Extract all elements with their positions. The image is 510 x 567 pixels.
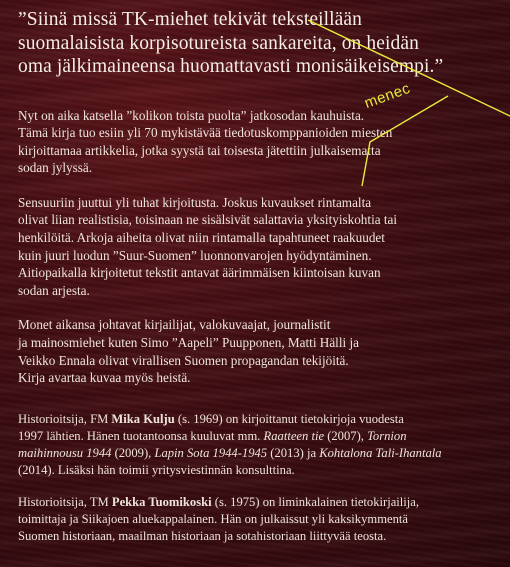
text-line: kuin juuri luodun ”Suur-Suomen” luonnonvarojen hyödyntäminen.	[18, 247, 372, 263]
pull-quote	[18, 8, 504, 79]
author-bio-kulju	[18, 411, 504, 479]
bio-text: (2009),	[111, 445, 155, 460]
bio-text: (2014). Lisäksi hän toimii yritysviestinnän konsulttina.	[18, 462, 295, 477]
author-name: Mika Kulju	[111, 411, 175, 426]
text-line: Veikko Ennala olivat virallisen Suomen propagandan tekijöitä.	[18, 352, 349, 368]
bio-text: (2007),	[324, 428, 368, 443]
text-line: henkilöitä. Arkoja aiheita olivat niin rintamalla tapahtuneet raakuudet	[18, 230, 385, 246]
bio-text: 1997 lähtien. Hänen tuotantoonsa kuuluvat mm.	[18, 428, 264, 443]
text-line: Sensuuriin juuttui yli tuhat kirjoitusta. Joskus kuvaukset rintamalta	[18, 194, 372, 210]
back-cover	[18, 8, 504, 545]
quote-line-3: oma jälkimaineensa huomattavasti monisäikeisempi.”	[18, 56, 444, 77]
quote-line-1: ”Siinä missä TK-miehet tekivät teksteillään	[18, 9, 363, 30]
author-bio-tuomikoski	[18, 494, 504, 545]
book-title: maihinnousu 1944	[18, 445, 112, 460]
bio-text: (s. 1969) on kirjoittanut tietokirjoja vuodesta	[174, 411, 404, 426]
book-title: Raatteen tie	[263, 428, 325, 443]
text-line: Aitiopaikalla kirjoitetut tekstit antavat äärimmäisen kiintoisan kuvan	[18, 265, 381, 281]
author-name: Pekka Tuomikoski	[111, 494, 212, 509]
text-line: Tämä kirja tuo esiin yli 70 mykistävää tiedotuskomppanioiden miesten	[18, 125, 393, 141]
text-line: sodan jylyssä.	[18, 160, 92, 176]
bio-text: (s. 1975) on liminkalainen tietokirjailija,	[211, 494, 420, 509]
annotation-label: menec	[362, 79, 413, 112]
text-line: Monet aikansa johtavat kirjailijat, valokuvaajat, journalistit	[18, 317, 331, 333]
bio-text: Historioitsija, FM	[18, 411, 112, 426]
bio-text: toimittaja ja Siikajoen aluekappalainen. Hän on julkaissut yli kaksikymmentä	[18, 511, 408, 526]
book-title: Tornion	[367, 428, 407, 443]
text-line: sodan arjesta.	[18, 282, 90, 298]
text-line: olivat liian realistisia, toisinaan ne sisälsivät salattavia yksityiskohtia tai	[18, 212, 398, 228]
bio-text: (2013) ja	[267, 445, 320, 460]
text-line: kirjoittamaa artikkelia, jotka syystä tai toisesta jätettiin julkaisematta	[18, 142, 381, 158]
text-line: ja mainosmiehet kuten Simo ”Aapeli” Puupponen, Matti Hälli ja	[18, 335, 359, 351]
paragraph-authors	[18, 316, 504, 386]
paragraph-censorship	[18, 194, 504, 300]
book-title: Kohtalona Tali-Ihantala	[319, 445, 442, 460]
text-line: Kirja avartaa kuvaa myös heistä.	[18, 370, 191, 386]
bio-text: Suomen historiaan, maailman historiaan ja sotahistoriaan liittyvää teosta.	[18, 528, 387, 543]
text-line: Nyt on aika katsella ”kolikon toista puolta” jatkosodan kauhuista.	[18, 107, 365, 123]
paragraph-intro	[18, 107, 504, 177]
quote-line-2: suomalaisista korpisotureista sankareita, on heidän	[18, 32, 419, 54]
book-title: Lapin Sota 1944-1945	[154, 445, 268, 460]
bio-text: Historioitsija, TM	[18, 494, 112, 509]
